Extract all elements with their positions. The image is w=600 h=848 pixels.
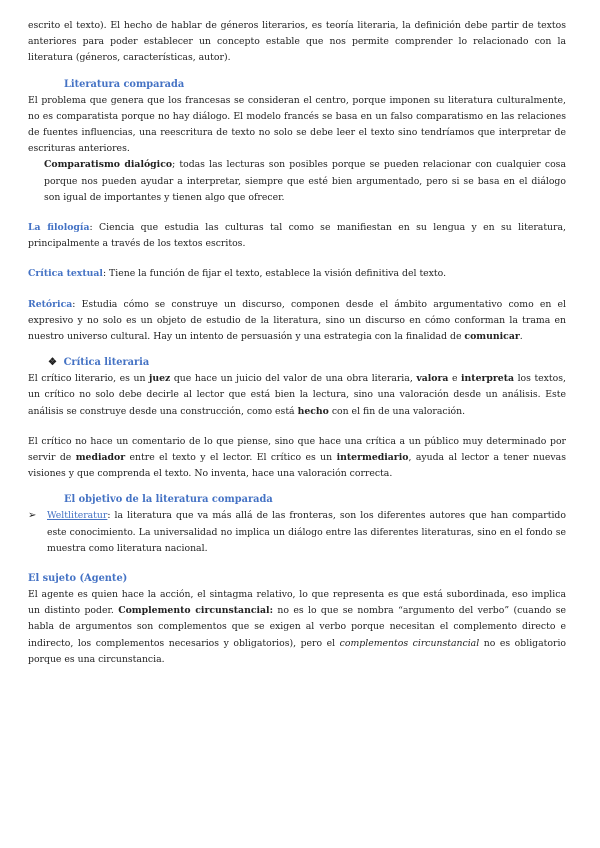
heading-critica-literaria <box>28 355 566 371</box>
text-span: no es obligatorio porque es una circunstancia. <box>28 637 567 665</box>
bold-interpreta: interpreta <box>461 373 515 385</box>
term-comparatismo-dialogico: Comparatismo dialógico <box>44 159 173 171</box>
text-filologia: : Ciencia que estudia las culturas tal como se manifiestan en su lengua y en su literatura, principalmente a través de los textos escritos. <box>28 222 566 250</box>
arrow-bullet-icon: ➢ <box>28 510 37 522</box>
heading-critica-literaria-label: Crítica literaria <box>63 357 150 369</box>
text-critica-textual: : Tiene la función de fijar el texto, establece la visión definitiva del texto. <box>102 268 447 280</box>
paragraph-filologia <box>28 220 566 252</box>
text-span: El agente es quien hace la acción, el sintagma relativo, lo que representa es que está subordinada, eso implica un distinto poder. <box>28 589 566 617</box>
bold-juez: juez <box>148 373 171 385</box>
paragraph-critica-literaria-2 <box>28 434 566 483</box>
bold-complemento-circunstancial: Complemento circunstancial: <box>118 605 274 617</box>
bold-intermediario: intermediario <box>336 452 409 464</box>
term-critica-textual: Crítica textual <box>28 268 103 280</box>
text-span: e <box>448 373 461 385</box>
intro-paragraph: escrito el texto). El hecho de hablar de géneros literarios, es teoría literaria, la definición debe partir de textos anteriores para poder establecer un concepto estable que nos permite comprender lo relacionado con la literatura (géneros, características, autor). <box>28 20 566 64</box>
text-span: que hace un juicio del valor de una obra literaria, <box>170 373 417 385</box>
text-span: El crítico literario, es un <box>28 373 149 385</box>
document-page <box>28 18 566 668</box>
paragraph-retorica <box>28 297 566 346</box>
paragraph-comparatismo-dialogico <box>28 157 566 206</box>
paragraph-sujeto <box>28 587 566 668</box>
list-item-weltliteratur <box>28 508 566 557</box>
bold-hecho: hecho <box>297 405 329 417</box>
bold-mediador: mediador <box>75 452 126 464</box>
bold-valora: valora <box>416 373 449 385</box>
text-span: entre el texto y el lector. El crítico es un <box>125 452 337 464</box>
text-retorica-end: . <box>519 331 523 343</box>
heading-sujeto: El sujeto (Agente) <box>28 573 128 585</box>
text-span: : la literatura que va más allá de las fronteras, son los diferentes autores que han compartido este conocimiento. La universalidad no implica un diálogo entre las diferentes literaturas, sino en el fondo se muestra como literatura nacional. <box>47 510 566 554</box>
text-retorica: : Estudia cómo se construye un discurso, componen desde el ámbito argumentativo como en el expresivo y no solo es un objeto de estudio de la literatura, sino un discurso en cómo conforman la trama en nuestro universo cultural. Hay un intento de persuasión y una estrategia con la finalidad de <box>28 298 566 343</box>
heading-objetivo: El objetivo de la literatura comparada <box>64 494 273 506</box>
term-retorica: Retórica <box>28 298 73 310</box>
heading-literatura-comparada: Literatura comparada <box>64 78 185 90</box>
link-weltliteratur[interactable]: Weltliteratur <box>47 510 108 522</box>
bold-comunicar: comunicar <box>464 331 520 343</box>
text-span: El crítico no hace un comentario de lo que piense, sino que hace una crítica a un público muy determinado por servir de <box>28 435 566 464</box>
diamond-bullet-icon: ❖ <box>48 357 57 369</box>
italic-complementos-circunstancial: complementos circunstancial <box>339 637 480 649</box>
text-span: , ayuda al lector a tener nuevas visiones y que comprenda el texto. No inventa, hace una valoración correcta. <box>28 452 566 480</box>
text-comparatismo-dialogico: ; todas las lecturas son posibles porque se pueden relacionar con cualquier cosa porque nos pueden ayudar a interpretar, siempre que esté bien argumentado, pero si se basa en el diálogo son igual de importantes y tienen algo que ofrecer. <box>44 159 566 203</box>
paragraph-critica-textual <box>28 266 566 282</box>
text-span: con el fin de una valoración. <box>328 405 466 417</box>
text-span: no es lo que se nombra “argumento del verbo” (cuando se habla de argumentos son complementos que se exigen al verbo porque necesitan el complemento directo e indirecto, los complementos necesarios y obligatorios), pero el <box>28 605 567 649</box>
term-filologia: La filología <box>28 222 90 234</box>
text-weltliteratur <box>47 508 566 557</box>
paragraph-literatura-comparada: El problema que genera que los francesas se consideran el centro, porque imponen su literatura culturalmente, no es comparatista porque no hay diálogo. El modelo francés se basa en un falso comparatismo en las relaciones de fuentes influencias, una reescritura de texto no solo se debe leer el texto sino tendríamos que interpretar de escrituras anteriores. <box>28 94 566 155</box>
paragraph-critica-literaria-1 <box>28 371 566 420</box>
text-span: los textos, un crítico no solo debe decirle al lector que está bien la lectura, sino una valoración desde un análisis. Este análisis se construye desde una construcción, como está <box>28 373 566 417</box>
